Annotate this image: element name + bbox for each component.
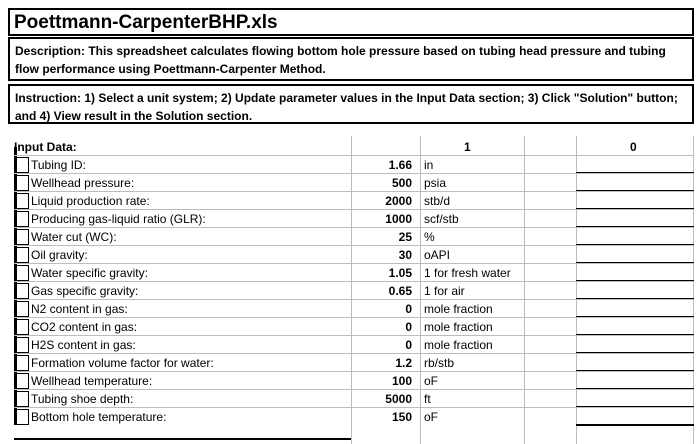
sheet-title: Poettmann-CarpenterBHP.xls: [14, 12, 278, 33]
param-value[interactable]: 30: [398, 248, 412, 262]
param-label: H2S content in gas:: [31, 338, 136, 352]
grid-col-line: [420, 136, 421, 444]
row-marker: [14, 229, 29, 245]
param-unit: 1 for fresh water: [424, 266, 511, 280]
param-label: Water specific gravity:: [31, 266, 148, 280]
row-marker: [14, 355, 29, 371]
description-text: Description: This spreadsheet calculates flowing bottom hole pressure based on tubing head pressure and tubing flow performance using Poettmann-Carpenter Method.: [15, 44, 666, 76]
param-unit: ft: [424, 392, 431, 406]
row-marker: [14, 301, 29, 317]
row-marker: [14, 409, 29, 425]
param-unit: mole fraction: [424, 320, 493, 334]
param-value[interactable]: 0.65: [388, 284, 412, 298]
param-value[interactable]: 0: [405, 338, 412, 352]
output-cell-border: [576, 424, 694, 426]
param-label: Tubing ID:: [31, 158, 86, 172]
param-label: N2 content in gas:: [31, 302, 128, 316]
param-value[interactable]: 1.05: [388, 266, 412, 280]
instruction-text: Instruction: 1) Select a unit system; 2) Update parameter values in the Input Data section; 3) Click "Solution" button; and 4) View result in the Solution section.: [15, 91, 678, 123]
row-marker: [14, 373, 29, 389]
input-data-grid: [8, 136, 694, 444]
param-unit: oAPI: [424, 248, 451, 262]
param-value[interactable]: 0: [405, 320, 412, 334]
grid-bottom-border: [14, 438, 351, 440]
param-value[interactable]: 25: [398, 230, 412, 244]
param-label: Wellhead temperature:: [31, 374, 153, 388]
param-label: Liquid production rate:: [31, 194, 150, 208]
param-label: Producing gas-liquid ratio (GLR):: [31, 212, 206, 226]
param-label: Bottom hole temperature:: [31, 410, 167, 424]
param-unit: 1 for air: [424, 284, 465, 298]
param-unit: mole fraction: [424, 338, 493, 352]
param-value[interactable]: 2000: [385, 194, 412, 208]
param-value[interactable]: 0: [405, 302, 412, 316]
param-unit: rb/stb: [424, 356, 455, 370]
input-data-header: Input Data:: [14, 140, 77, 154]
param-unit: psia: [424, 176, 447, 190]
param-label: Water cut (WC):: [31, 230, 117, 244]
row-marker: [14, 175, 29, 191]
param-label: Wellhead pressure:: [31, 176, 135, 190]
column-header-0: 0: [630, 140, 637, 154]
param-unit: oF: [424, 374, 439, 388]
title-bar: [8, 8, 694, 36]
row-marker: [14, 283, 29, 299]
param-unit: scf/stb: [424, 212, 459, 226]
grid-col-line: [576, 136, 577, 444]
param-label: Tubing shoe depth:: [31, 392, 134, 406]
param-label: Oil gravity:: [31, 248, 88, 262]
row-marker: [14, 265, 29, 281]
row-marker: [14, 247, 29, 263]
row-marker: [14, 157, 29, 173]
param-unit: oF: [424, 410, 439, 424]
param-value[interactable]: 150: [391, 410, 412, 424]
row-marker: [14, 211, 29, 227]
grid-col-line: [524, 136, 525, 444]
row-marker: [14, 319, 29, 335]
instruction-box: [8, 84, 694, 124]
description-box: [8, 37, 694, 81]
param-unit: stb/d: [424, 194, 451, 208]
param-value[interactable]: 100: [391, 374, 412, 388]
param-unit: in: [424, 158, 434, 172]
param-value[interactable]: 1.2: [395, 356, 412, 370]
row-marker: [14, 391, 29, 407]
column-header-1: 1: [464, 140, 471, 154]
param-label: Formation volume factor for water:: [31, 356, 214, 370]
param-label: CO2 content in gas:: [31, 320, 138, 334]
param-unit: mole fraction: [424, 302, 493, 316]
param-unit: %: [424, 230, 435, 244]
param-value[interactable]: 500: [391, 176, 412, 190]
param-value[interactable]: 1.66: [388, 158, 412, 172]
param-value[interactable]: 1000: [385, 212, 412, 226]
param-label: Gas specific gravity:: [31, 284, 139, 298]
grid-col-line: [693, 136, 694, 444]
row-marker: [14, 337, 29, 353]
param-value[interactable]: 5000: [385, 392, 412, 406]
row-marker: [14, 193, 29, 209]
